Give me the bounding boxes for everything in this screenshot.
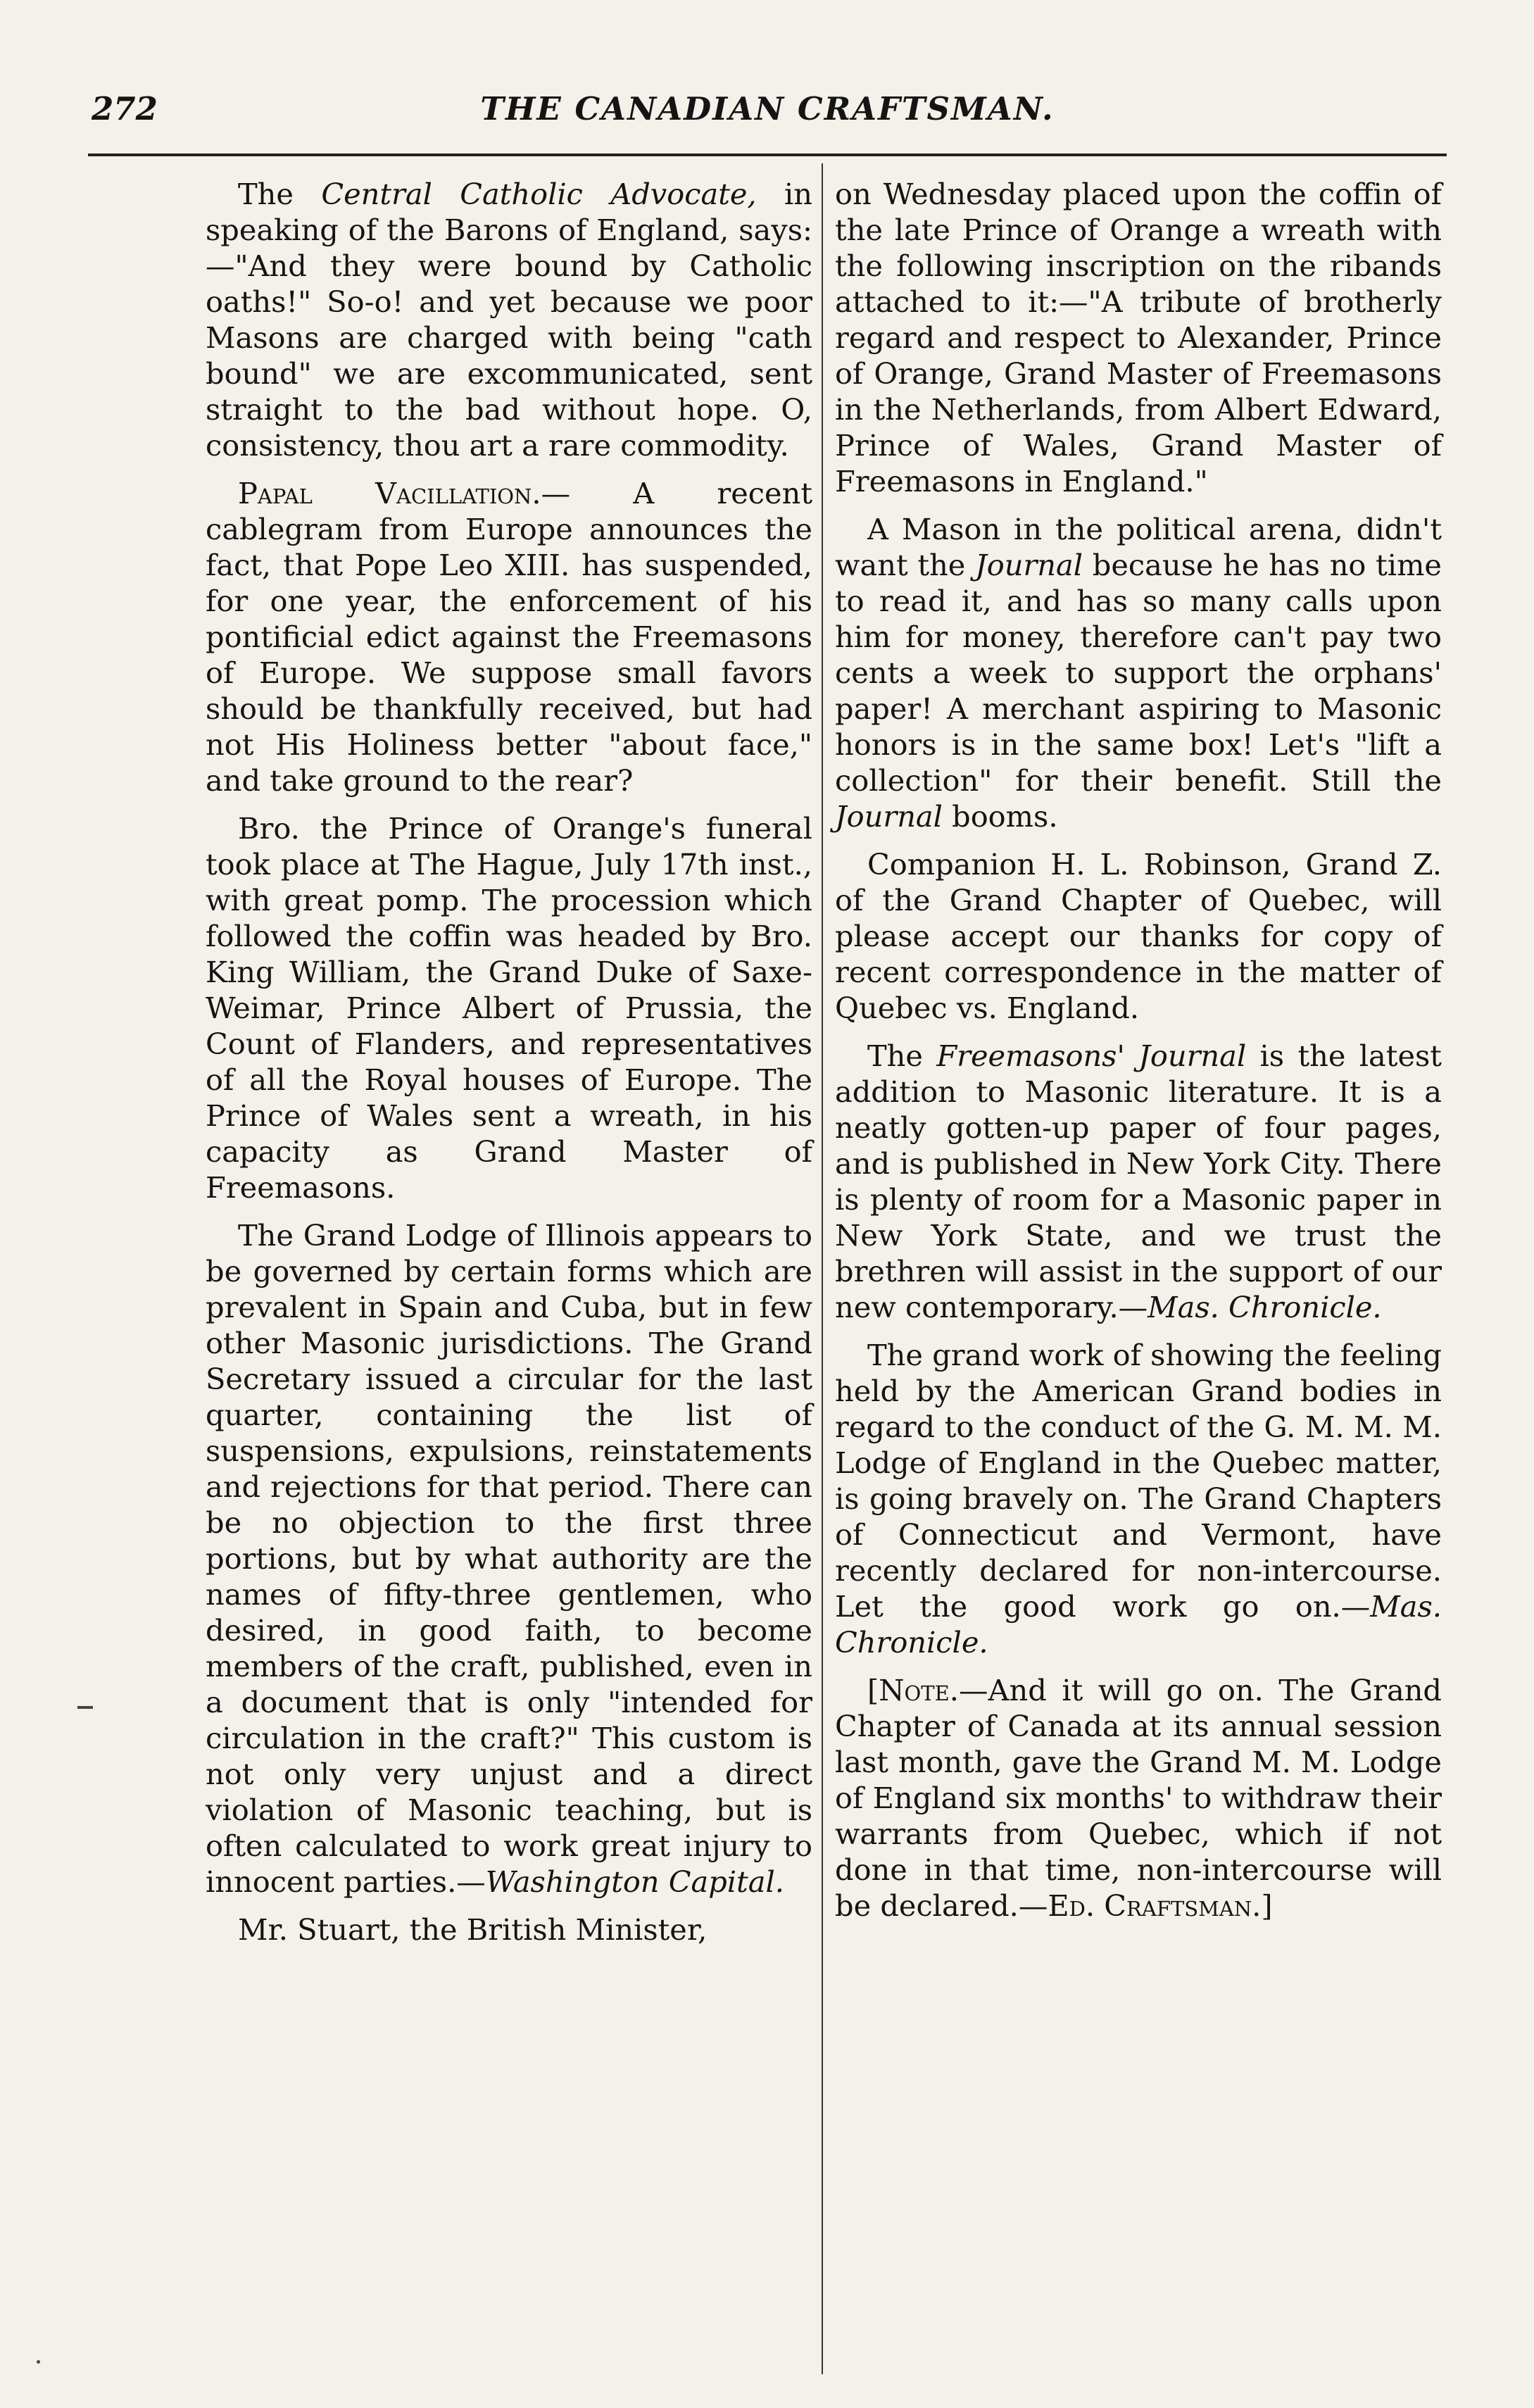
column-rule	[822, 163, 823, 2374]
page-header	[92, 90, 1443, 146]
margin-dash-mark	[77, 1706, 93, 1709]
paragraph-freemasons-journal: The Freemasons' Journal is the latest addition to Masonic literature. It is a neatly gotten-up paper of four pages, and is published in New York City. There is plenty of room for a Masonic paper in New York State, and we trust the brethren will assist in the support of our new contemporary.—Mas. Chronicle.	[835, 1039, 1442, 1324]
right-column	[835, 176, 1442, 1936]
page-number: 272	[92, 90, 158, 127]
paragraph-prince-of-orange-funeral: Bro. the Prince of Orange's funeral took place at The Hague, July 17th inst., with great pomp. The procession which followed the coffin was headed by Bro. King William, the Grand Duke of Saxe-Weimar, Prince Albert of Prussia, the Count of Flanders, and representatives of all the Royal houses of Europe. The Prince of Wales sent a wreath, in his capacity as Grand Master of Freemasons.	[206, 811, 812, 1205]
header-rule	[88, 153, 1447, 156]
paragraph-editor-note: [Note.—And it will go on. The Grand Chapter of Canada at its annual session last month, gave the Grand M. M. Lodge of England six months' to withdraw their warrants from Quebec, which if not done in that time, non-intercourse will be declared.—Ed. Craftsman.]	[835, 1673, 1442, 1923]
paragraph-mr-stuart: Mr. Stuart, the British Minister,	[238, 1912, 708, 1947]
paragraph-grand-lodge-illinois: The Grand Lodge of Illinois appears to be governed by certain forms which are prevalent in Spain and Cuba, but in few other Masonic jurisdictions. The Grand Secretary issued a circular for the last quarter, containing the list of suspensions, expulsions, reinstatements and rejections for that period. There can be no objection to the first three portions, but by what authority are the names of fifty-three gentlemen, who desired, in good faith, to become members of the craft, published, even in a document that is only "intended for circulation in the craft?" This custom is not only very unjust and a direct violation of Masonic teaching, but is often calculated to work great injury to innocent parties.—Washington Capital.	[206, 1218, 812, 1899]
paragraph-wreath-inscription: on Wednesday placed upon the coffin of the late Prince of Orange a wreath with the following inscription on the ribands attached to it:—"A tribute of brotherly regard and respect to Alexander, Prince of Orange, Grand Master of Freemasons in the Netherlands, from Albert Edward, Prince of Wales, Grand Master of Freemasons in England."	[835, 177, 1442, 498]
section-heading: Papal Vacillation.	[238, 476, 541, 510]
paragraph-companion-robinson: Companion H. L. Robinson, Grand Z. of the Grand Chapter of Quebec, will please accept our thanks for copy of recent correspondence in the matter of Quebec vs. England.	[835, 847, 1442, 1025]
paragraph-mason-political-arena: A Mason in the political arena, didn't want the Journal because he has no time to read it, and has so many calls upon him for money, therefore can't pay two cents a week to support the orphans' paper! A merchant aspiring to Masonic honors is in the same box! Let's "lift a collection" for their benefit. Still the Journal booms.	[835, 512, 1442, 834]
paragraph-papal-vacillation: Papal Vacillation.— A recent cablegram from Europe announces the fact, that Pope Leo XIII. has suspended, for one year, the enforcement of his pontificial edict against the Freemasons of Europe. We suppose small favors should be thankfully received, but had not His Holiness better "about face," and take ground to the rear?	[206, 476, 812, 798]
running-title: THE CANADIAN CRAFTSMAN.	[480, 90, 1055, 127]
margin-dot-mark	[37, 2360, 40, 2364]
paragraph-american-grand-bodies: The grand work of showing the feeling held by the American Grand bodies in regard to the conduct of the G. M. M. M. Lodge of England in the Quebec matter, is going bravely on. The Grand Chapters of Connecticut and Vermont, have recently declared for non-intercourse. Let the good work go on.—Mas. Chronicle.	[835, 1338, 1442, 1660]
paragraph-catholic-advocate: The Central Catholic Advocate, in speaking of the Barons of England, says:—"And they were bound by Catholic oaths!" So-o! and yet because we poor Masons are charged with being "cath bound" we are excommunicated, sent straight to the bad without hope. O, consistency, thou art a rare commodity.	[206, 177, 812, 463]
left-column	[206, 176, 812, 1959]
